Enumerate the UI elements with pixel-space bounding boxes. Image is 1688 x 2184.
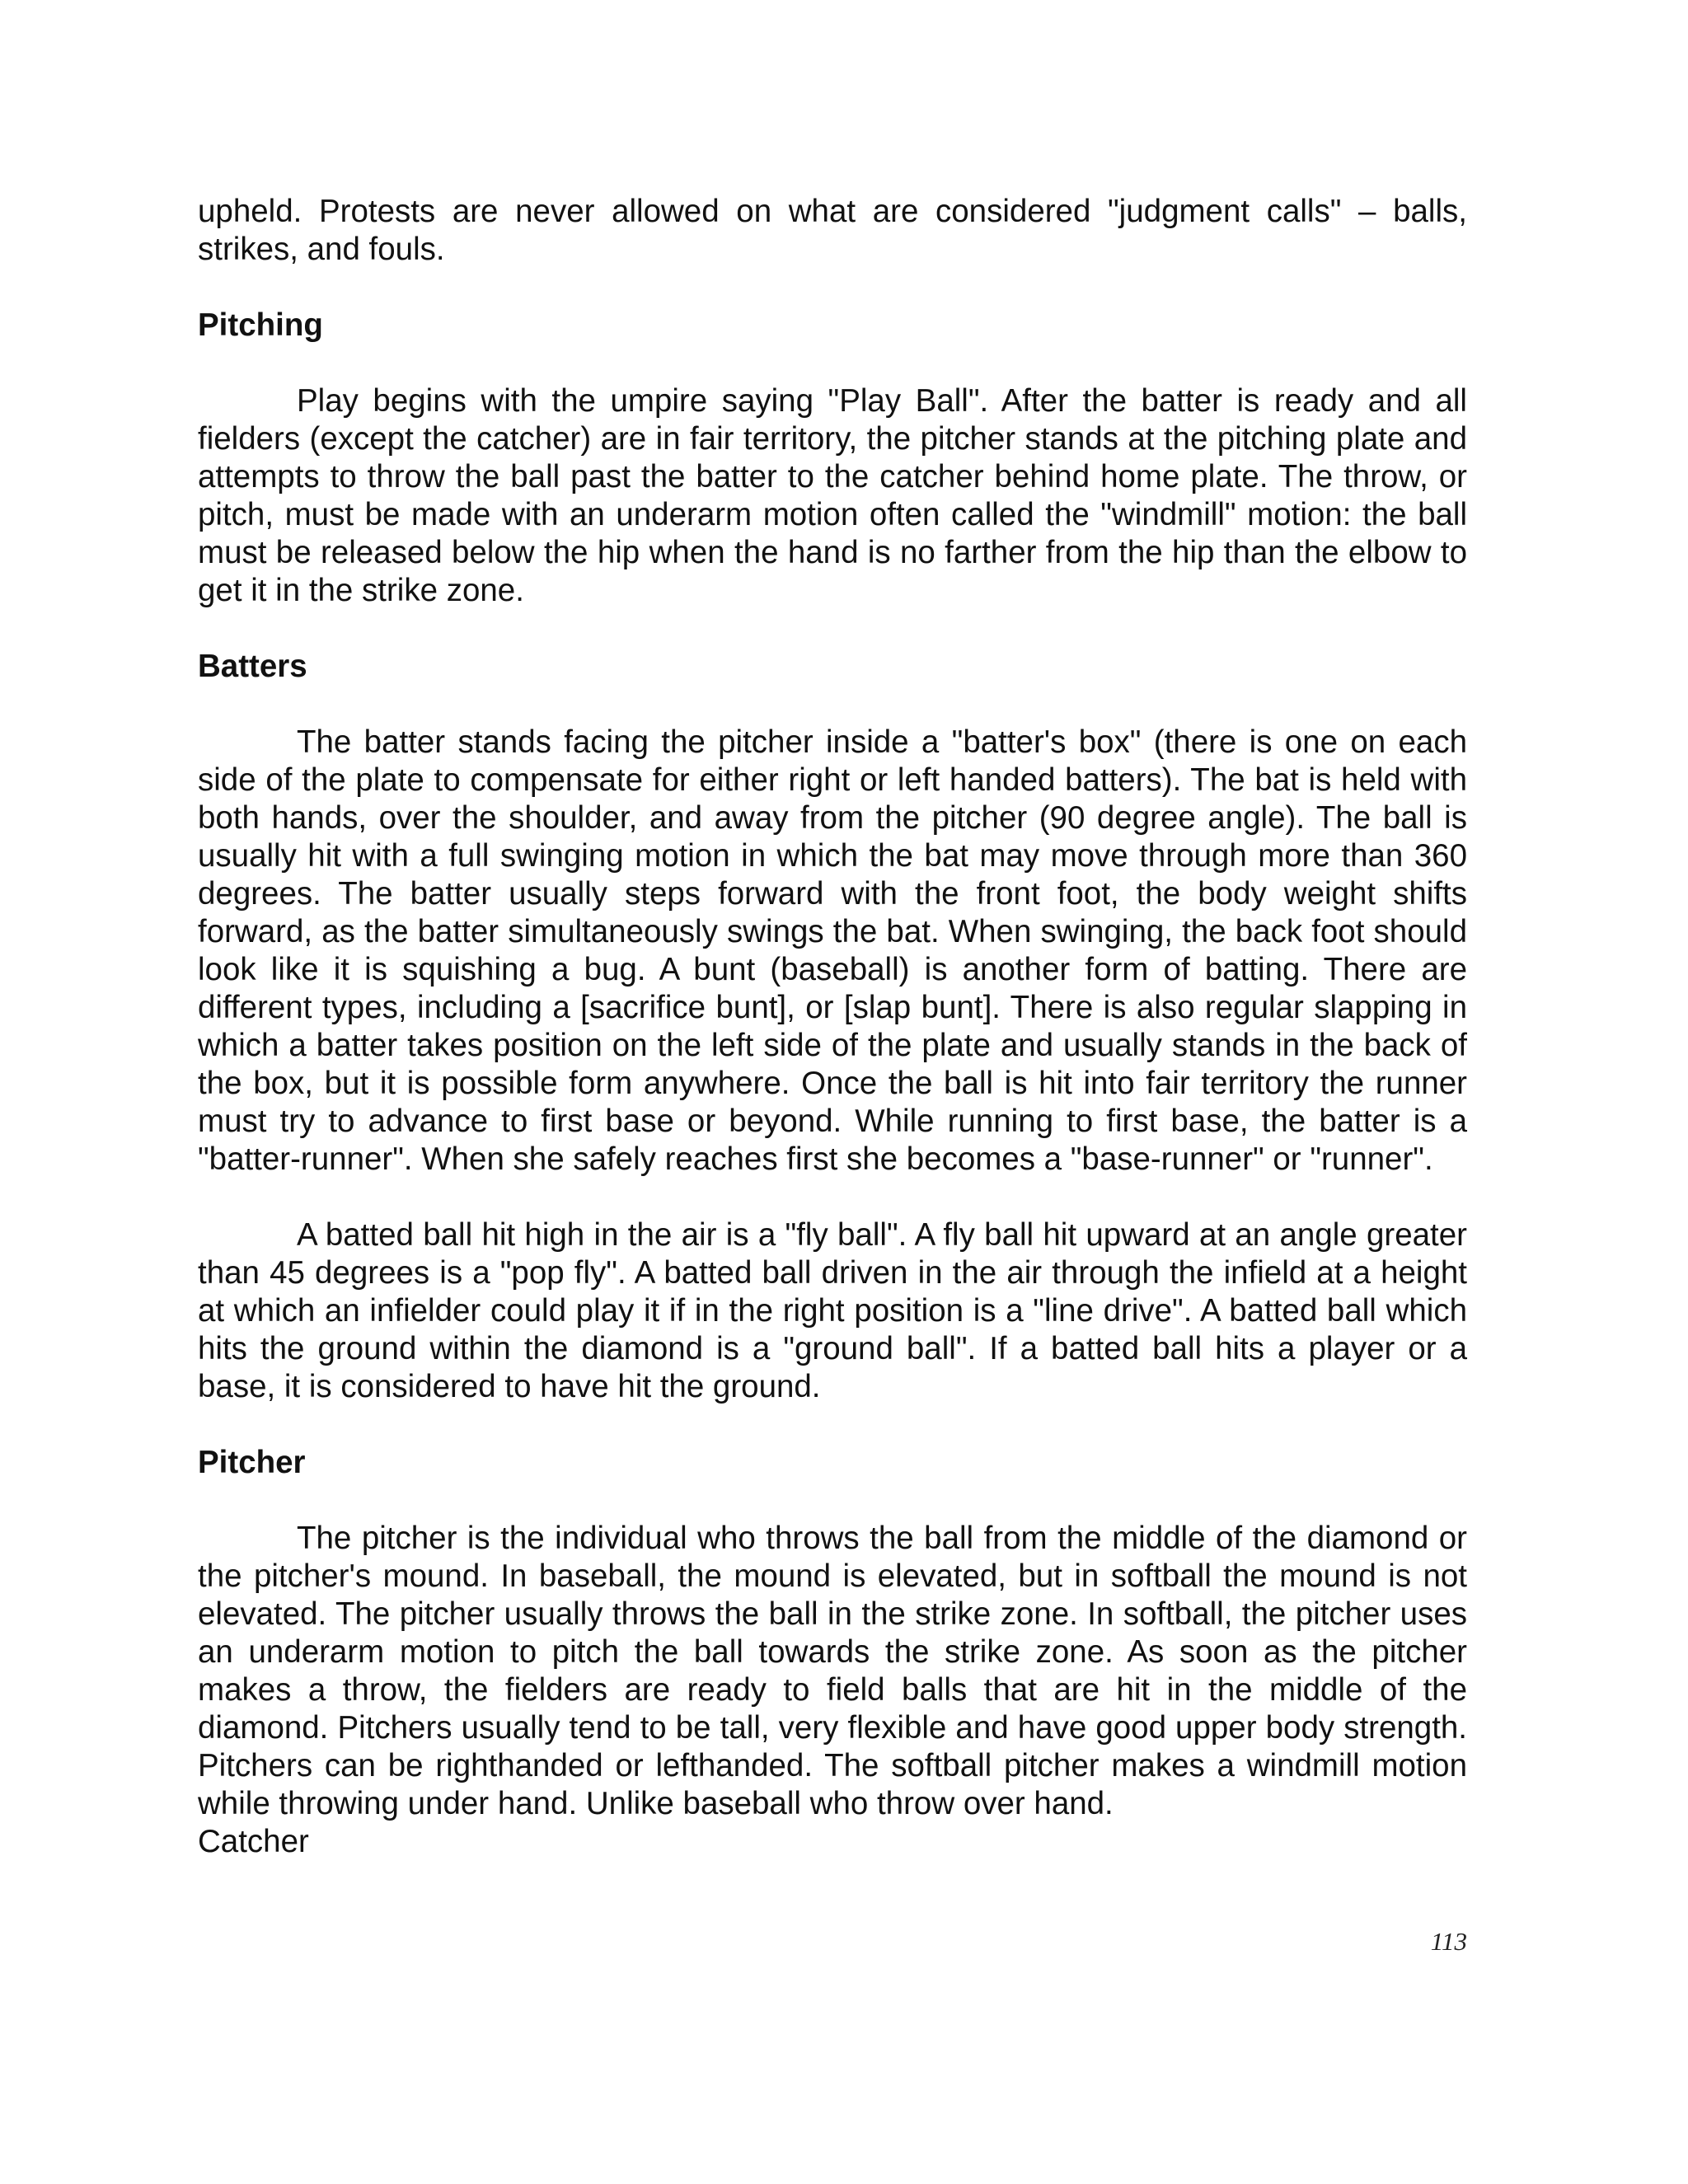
section-heading-batters: Batters [198,649,307,684]
batters-paragraph-1: The batter stands facing the pitcher inside a "batter's box" (there is one on each side of the plate to compensate for either right or left handed batters). The bat is held with both hands, over the shoulder, and away from the pitcher (90 degree angle). The ball is usually hit with a full swinging motion in which the bat may move through more than 360 degrees. The batter usually steps forward with the front foot, the body weight shifts forward, as the batter simultaneously swings the bat. When swinging, the back foot should look like it is squishing a bug. A bunt (baseball) is another form of batting. There are different types, including a [sacrifice bunt], or [slap bunt]. There is also regular slapping in which a batter takes position on the left side of the plate and usually stands in the back of the box, but it is possible form anywhere. Once the ball is hit into fair territory the runner must try to advance to first base or beyond. While running to first base, the batter is a "batter-runner". When she safely reaches first she becomes a "base-runner" or "runner". [198,724,1467,1177]
section-heading-pitching: Pitching [198,307,323,343]
section-heading-catcher: Catcher [198,1824,309,1859]
page-number: 113 [1430,1927,1467,1956]
pitching-paragraph: Play begins with the umpire saying "Play Ball". After the batter is ready and all fielders (except the catcher) are in fair territory, the pitcher stands at the pitching plate and attempts to throw the ball past the batter to the catcher behind home plate. The throw, or pitch, must be made with an underarm motion often called the "windmill" motion: the ball must be released below the hip when the hand is no farther from the hip than the elbow to get it in the strike zone. [198,383,1467,608]
section-heading-pitcher: Pitcher [198,1445,306,1480]
batters-paragraph-2: A batted ball hit high in the air is a "fly ball". A fly ball hit upward at an angle greater than 45 degrees is a "pop fly". A batted ball driven in the air through the infield at a height at which an infielder could play it if in the right position is a "line drive". A batted ball which hits the ground within the diamond is a "ground ball". If a batted ball hits a player or a base, it is considered to have hit the ground. [198,1217,1467,1404]
intro-paragraph: upheld. Protests are never allowed on what are considered "judgment calls" – balls, strikes, and fouls. [198,194,1467,267]
page-body [198,193,1467,1861]
pitcher-paragraph: The pitcher is the individual who throws the ball from the middle of the diamond or the pitcher's mound. In baseball, the mound is elevated, but in softball the mound is not elevated. The pitcher usually throws the ball in the strike zone. In softball, the pitcher uses an underarm motion to pitch the ball towards the strike zone. As soon as the pitcher makes a throw, the fielders are ready to field balls that are hit in the middle of the diamond. Pitchers usually tend to be tall, very flexible and have good upper body strength. Pitchers can be righthanded or lefthanded. The softball pitcher makes a windmill motion while throwing under hand. Unlike baseball who throw over hand. [198,1521,1467,1821]
